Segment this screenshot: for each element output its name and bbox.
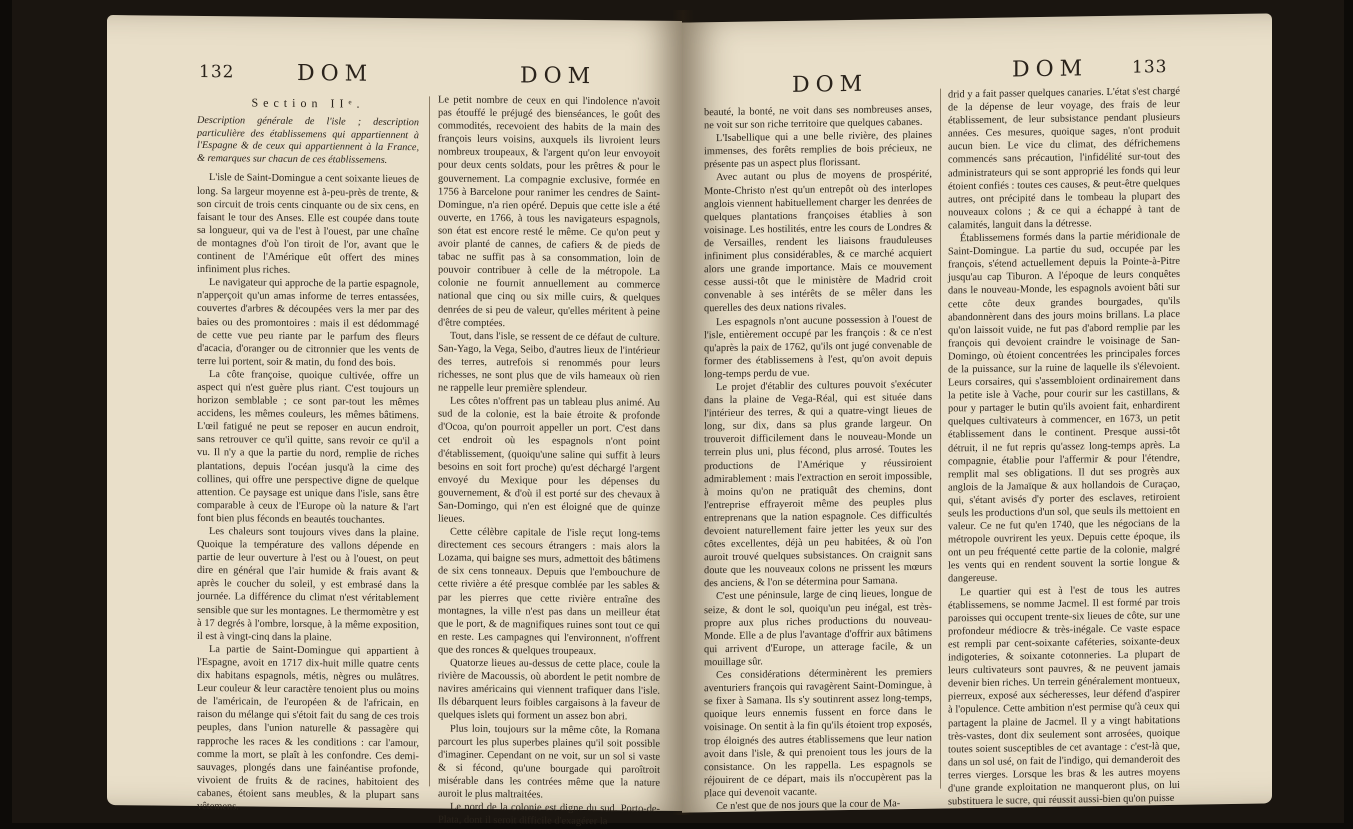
right-page: [682, 13, 1272, 812]
paragraph: Le navigateur qui approche de la partie espagnole, n'apperçoit qu'un amas informe de terres entassées, couvertes d'arbres & découpées vers la mer par des baies ou des promontoires : mais il est dédommagé de cette vue peu riante par le parfum des fleurs d'acacia, d'oranger ou de citronnier que les vents de terre lui portent, soir & matin, du fond des bois.: [197, 277, 419, 369]
paragraph: L'isle de Saint-Domingue a cent soixante lieues de long. Sa largeur moyenne est à-peu-près de trente, & son circuit de trois cents cinquante ou de six cens, en faisant le tour des Anses. Elle est coupée dans toute sa longueur, qui va de l'est à l'ouest, par une chaîne de montagnes d'où l'on tiroit de l'or, avant que le continent de l'Amérique eût offert des mines infiniment plus riches.: [197, 172, 419, 277]
paragraph: Le projet d'établir des cultures pouvoit s'exécuter dans la plaine de Vega-Réal, qui est située dans l'intérieur des terres, & qui a quatre-vingt lieues de long, sur dix, dans sa plus grande largeur. On trouveroit difficilement dans le nouveau-Monde un terrein plus uni, plus fécond, plus arrosé. Toutes les productions de l'Amérique y réussiroient admirablement : mais l'extraction en seroit impossible, à moins qu'on ne pratiquât des chemins, dont l'entreprise effrayeroit même des peuples plus entreprenans que la nation espagnole. Ces difficultés devoient naturellement faire jetter les yeux sur des côtes excellentes, déjà un peu habitées, & où l'on auroit trouvé quelques subsistances. On craignit sans doute que les nouveaux colons ne prissent les mœurs des anciens, & l'on se détermina pour Samana.: [704, 378, 932, 590]
running-header-right-1: DOM: [792, 71, 869, 98]
paragraph: L'Isabellique qui a une belle rivière, des plaines immenses, des forêts remplies de bois précieux, ne présente pas un aspect plus florissant.: [704, 129, 932, 171]
paragraph: Quatorze lieues au-dessus de cette place, coule la rivière de Macoussis, où abordent le petit nombre de navires américains qui viennent trafiquer dans l'isle. Ils débarquent leurs foibles cargaisons à la faveur de quelques islets qui forment un assez bon abri.: [438, 657, 660, 723]
right-page-column-1: [704, 103, 932, 814]
left-page-column-1: [197, 96, 419, 815]
paragraph: Le nord de la colonie est digne du sud. Porto-de-Plata, dont il seroit difficile d'exagérer la: [438, 801, 660, 828]
paragraph: Cette célèbre capitale de l'isle reçut long-tems directement ces secours étrangers : mais alors la Lozama, qui baigne ses murs, admettoit des bâtimens de six cens tonneaux. Depuis que l'embouchure de cette rivière a été presque comblée par les sables & par les pierres que cette rivière entraîne des montagnes, la ville n'est pas dans un meilleur état que le port, & de magnifiques ruines sont tout ce qui en reste. Les campagnes qui l'environnent, n'offrent que des ronces & quelques troupeaux.: [438, 526, 660, 658]
page-number-left: 132: [199, 61, 235, 83]
right-page-column-2: [948, 85, 1180, 809]
running-header-right-2: DOM: [1012, 56, 1089, 83]
paragraph: Avec autant ou plus de moyens de prospérité, Monte-Christo n'est qu'un entrepôt où des interlopes anglois viennent habituellement charger les denrées de quelques plantations françoises établies à son voisinage. Les hostilités, entre les cours de Londres & de Versailles, rendent les liaisons frauduleuses infiniment plus considérables, & ce marché acquiert alors une grande importance. Mais ce mouvement cesse aussi-tôt que le ministère de Madrid croit convenable à ses intérêts de se mêler dans les querelles des deux nations rivales.: [704, 169, 932, 315]
running-header-left-2: DOM: [520, 63, 597, 90]
running-header-left-1: DOM: [297, 60, 374, 87]
paragraph: Ce n'est que de nos jours que la cour de Ma-: [716, 798, 901, 813]
section-summary: Description générale de l'isle ; description particulière des établissemens qui appartiennent à l'Espagne & de ceux qui appartiennent à la France, & remarques sur chacun de ces établissemens.: [197, 115, 419, 166]
column-divider-left: [429, 96, 430, 786]
paragraph: La partie de Saint-Domingue qui appartient à l'Espagne, avoit en 1717 dix-huit mille quatre cents dix habitans espagnols, métis, nègres ou mulâtres. Leur couleur & leur caractère tenoient plus ou moins de l'américain, de l'européen & de l'africain, en raison du mélange qui s'étoit fait du sang de ces trois peuples, dans l'union naturelle & passagère qui rapproche les races & les conditions : car l'amour, comme la mort, se plaît à les confondre. Ces demi-sauvages, plongés dans une fainéantise profonde, vivoient de fruits & de racines, habitoient des cabanes, étoient sans meubles, & la plupart sans vêtemens.: [197, 643, 419, 813]
paragraph: Le petit nombre de ceux en qui l'indolence n'avoit pas étouffé le préjugé des bienséances, le goût des commodités, recevoient des habits de la main des françois leurs voisins, auxquels ils livroient leurs nombreux troupeaux, & l'argent qu'on leur envoyoit pour deux cents soldats, pour les prêtres & pour le gouvernement. La compagnie exclusive, formée en 1756 à Barcelone pour ranimer les cendres de Saint-Domingue, n'a rien opéré. Depuis que cette isle a été ouverte, en 1766, à tous les navigateurs espagnols, son état est encore resté le même. Ce qu'on peut y avoir planté de cannes, de cafiers & de pieds de tabac ne suffit pas à sa consommation, loin de pouvoir contribuer à celle de la métropole. La colonie ne fournit annuellement au commerce national que cinq ou six mille cuirs, & quelques denrées de si peu de valeur, qu'elles méritent à peine d'être comptées.: [438, 94, 660, 329]
open-book: [12, 0, 1344, 828]
paragraph: Les chaleurs sont toujours vives dans la plaine. Quoique la température des vallons dépende en partie de leur ouverture à l'est ou à l'ouest, on peut dire en général que l'air humide & frais avant & après le coucher du soleil, y est embrasé dans la journée. La différence du climat n'est véritablement sensible que sur les montagnes. Le thermomètre y est à 17 degrés à l'ombre, lorsque, à la même exposition, il est à vingt-cinq dans la plaine.: [197, 526, 419, 644]
left-page-column-2: [438, 93, 660, 829]
paragraph: Ces considérations déterminèrent les premiers aventuriers françois qui ravagèrent Saint-Domingue, à se fixer à Samana. Ils s'y soutinrent assez long-temps, quoique leurs ennemis fussent en force dans le voisinage. On sentit à la fin qu'ils étoient trop exposés, trop éloignés des autres établissemens que leur nation avoit dans l'isle, & qui prenoient tous les jours de la consistance. On les rappella. Les espagnols se réjouirent de ce départ, mais ils n'occupèrent pas la place qui devenoit vacante.: [704, 666, 932, 800]
column-divider-right: [940, 89, 941, 789]
section-title: Section IIᵉ.: [251, 95, 365, 111]
paragraph: Établissemens formés dans la partie méridionale de Saint-Domingue. La partie du sud, occupée par les françois, s'étend actuellement depuis la Pointe-à-Pitre jusqu'au cap Tiburon. A l'époque de leurs conquêtes dans le nouveau-Monde, les espagnols avoient bâti sur cette côte deux grandes bourgades, qu'ils abandonnèrent dans des jours moins brillans. La place qu'on laissoit vuide, ne fut pas d'abord remplie par les françois qui devoient craindre le voisinage de San-Domingo, où étoient concentrées les principales forces de la puissance, sur la ruine de laquelle ils s'élevoient. Leurs corsaires, qui s'assembloient ordinairement dans la petite isle à Vache, pour courir sur les castillans, & pour y partager le butin qu'ils avoient fait, enhardirent quelques cultivateurs à commencer, en 1673, un petit établissement dans le continent. Presque aussi-tôt détruit, il ne fut repris qu'assez long-temps après. La compagnie, établie pour l'affermir & pour l'étendre, remplit mal ses obligations. Il dut ses progrès aux anglois de la Jamaïque & aux hollandois de Curaçao, qui, s'étant avisés d'y porter des esclaves, retiroient seuls les productions d'un sol, que seuls ils mettoient en valeur. Ce ne fut qu'en 1740, que les négocians de la métropole ouvrirent les yeux. Depuis cette époque, ils ont un peu fréquenté cette partie de la colonie, malgré les vents qui en rendent souvent la sortie longue & dangereuse.: [948, 229, 1180, 585]
page-number-right: 133: [1132, 57, 1168, 78]
paragraph: Les espagnols n'ont aucune possession à l'ouest de l'isle, entièrement occupé par les françois : & ce n'est qu'après la paix de 1762, qu'ils ont jugé convenable de former des établissemens à l'est, qu'on avoit depuis long-temps perdu de vue.: [704, 313, 932, 381]
paragraph: C'est une péninsule, large de cinq lieues, longue de seize, & dont le sol, quoiqu'un peu inégal, est très-propre aux plus riches productions du nouveau-Monde. Elle a de plus l'avantage d'offrir aux bâtimens qui arrivent d'Europe, un atterage facile, & un mouillage sûr.: [704, 588, 932, 669]
paragraph: drid y a fait passer quelques canaries. L'état s'est chargé de la dépense de leur voyage, des frais de leur établissement, de leur subsistance pendant plusieurs années. Ces mesures, quoique sages, n'ont produit aucun bien. Le vice du climat, des défrichemens commencés sans précaution, l'infidélité sur-tout des administrateurs qui se sont approprié les fonds qui leur étoient confiés : toutes ces causes, & peut-être quelques autres, ont précipité dans le tombeau la plupart des nouveaux colons ; & ce qui a échappé à tant de calamités, languit dans la détresse.: [948, 85, 1180, 232]
paragraph: Tout, dans l'isle, se ressent de ce défaut de culture. San-Yago, la Vega, Seibo, d'autres lieux de l'intérieur des terres, autrefois si renommés pour leurs richesses, ne sont plus que de vils hameaux où rien ne rappelle leur première splendeur.: [438, 330, 660, 396]
paragraph: Plus loin, toujours sur la même côte, la Romana parcourt les plus superbes plaines qu'il soit possible d'imaginer. Cependant on ne voit, sur un sol si vaste & si fécond, qu'une bourgade qui paroîtroit misérable dans les contrées même que la nature auroit le plus maltraitées.: [438, 723, 660, 801]
left-page: [107, 15, 682, 828]
paragraph: La côte françoise, quoique cultivée, offre un aspect qui n'est guère plus riant. C'est toujours un horizon semblable ; ce sont par-tout les mêmes accidens, les mêmes couleurs, les mêmes bâtimens. L'œil fatigué ne peut se reposer en aucun endroit, sans retrouver ce qu'il quitte, sans revoir ce qu'il a vu. Il n'y a que la partie du nord, remplie de riches plantations, depuis l'océan jusqu'à la cime des collines, qui offre une perspective digne de quelque attention. Ce paysage est unique dans l'isle, sans être comparable à ceux de l'Europe où la nature & l'art font bien plus féconds en beautés touchantes.: [197, 368, 419, 526]
paragraph: Le quartier qui est à l'est de tous les autres établissemens, se nomme Jacmel. Il est formé par trois paroisses qui occupent trente-six lieues de côte, sur une profondeur médiocre & très-inégale. Ce vaste espace est rempli par cent-soixante caféteries, soixante-deux indigoteries, & soixante cotonneries. La plupart de leurs cultivateurs sont pauvres, & ne peuvent jamais devenir bien riches. Un terrein généralement montueux, pierreux, exposé aux sécheresses, leur défend d'aspirer à l'opulence. Cette ambition n'est permise qu'à ceux qui partagent la plaine de Jacmel. Il y a vingt habitations très-vastes, dont dix seulement sont arrosées, quoique toutes soient susceptibles de cet avantage : c'est-là que, dans un sol usé, on fait de l'indigo, qui demanderoit des terres vierges. Lorsque les bras & les autres moyens d'une grande exploitation ne manqueront plus, on lui substituera le sucre, qui réussit aussi-bien qu'on puisse: [948, 583, 1180, 808]
paragraph: beauté, la bonté, ne voit dans ses nombreuses anses, ne voit sur son riche territoire que quelques cabanes.: [704, 103, 932, 132]
paragraph: Les côtes n'offrent pas un tableau plus animé. Au sud de la colonie, est la baie étroite & profonde d'Ocoa, qu'on pourroit appeller un port. C'est dans cet endroit où les espagnols n'ont point d'établissement, (quoiqu'une saline qui suffit à leurs besoins en soit fort proche) qu'est déchargé l'argent envoyé du Mexique pour les dépenses du gouvernement, & d'où il est porté sur des chevaux à San-Domingo, qui n'en est éloigné que de quinze lieues.: [438, 395, 660, 525]
